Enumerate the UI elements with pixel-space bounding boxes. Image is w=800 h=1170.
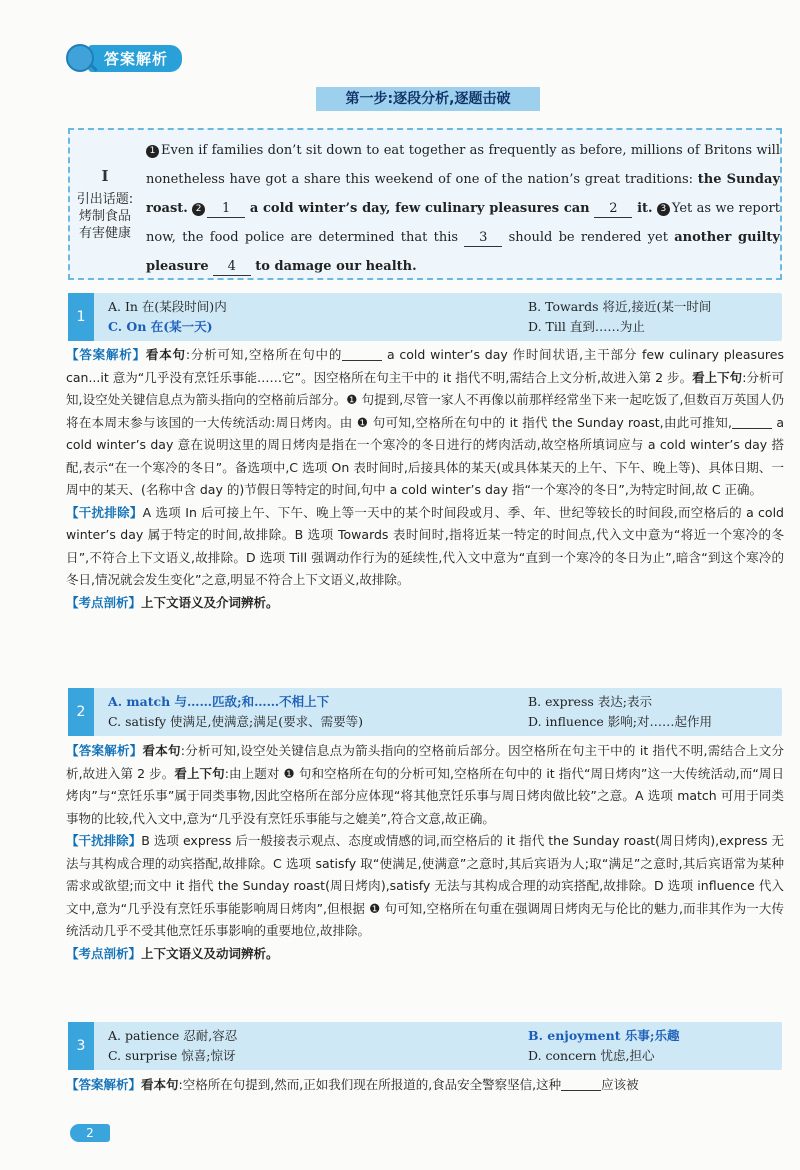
option-c: C. satisfy 使满足,使满意;满足(要求、需要等) bbox=[108, 714, 363, 729]
option-b: B. Towards 将近,接近(某一时间 bbox=[528, 299, 712, 314]
answer-analysis-tag: 【答案解析】 bbox=[66, 1077, 142, 1092]
sentence-3-bold: another guilty pleasure bbox=[146, 230, 780, 274]
sentence-3-end: . bbox=[412, 259, 417, 274]
option-d: D. influence 影响;对……起作用 bbox=[528, 714, 712, 729]
blank-4: 4 bbox=[213, 259, 251, 276]
sentence-number-2: 2 bbox=[192, 203, 205, 216]
question-number: 3 bbox=[68, 1022, 94, 1070]
distractor-tag: 【干扰排除】 bbox=[66, 833, 142, 848]
question-2-options bbox=[68, 688, 782, 736]
sentence-2-bold: a cold winter’s day, few culinary pleasures can bbox=[245, 201, 595, 216]
sentence-3: Yet as we report now, the food police are determined that this bbox=[146, 201, 781, 245]
question-3-options bbox=[68, 1022, 782, 1070]
sentence-number-3: 3 bbox=[657, 203, 670, 216]
question-number: 2 bbox=[68, 688, 94, 736]
passage-side-label bbox=[70, 130, 140, 278]
sentence-1: Even if families don’t sit down to eat together as frequently as before, millions of Britons will nonetheless have got a share this weekend of one of the nation’s great traditions: bbox=[146, 143, 780, 187]
section-title: 答案解析 bbox=[88, 45, 182, 72]
topic-label-2: 烤制食品 bbox=[78, 208, 131, 224]
topic-label-3: 有害健康 bbox=[78, 225, 131, 241]
question-1-analysis: 【答案解析】看本句:分析可知,空格所在句中的 a cold winter’s day 作时间状语,主干部分 few culinary pleasures can...it 意为“几乎没有烹饪乐事能……它”。因空格所在句主干中的 it 指代不明,需结合上文分析,故进入第 2 步。看上下句:分析可知,设空处关键信息点为箭头指向的空格前后部分。❶ 句提到,尽管一家人不再像以前那样经常坐下来一起吃饭了,但数百万英国人仍将在本周末参与该国的一大传统活动:周日烤肉。由 ❶ 句可知,空格所在句中的 it 指代 the Sunday roast,由此可推知, a cold winter’s day 意在说明这里的周日烤肉是指在一个寒冷的冬日进行的烤肉活动,故空格所填词应与 a cold winter’s day 搭配,表示“在一个寒冷的冬日”。备选项中,C 选项 On 表时间时,后接具体的某天(或具体某天的上午、下午、晚上等)、具体日期、一周中的某天、(名称中含 day 的)节假日等特定的时间,句中 a cold winter’s day 指“一个寒冷的冬日”,为特定时间,故 C 正确。 【干扰排除】A 选项 In 后可接上午、下午、晚上等一天中的某个时间段或月、季、年、世纪等较长的时间段,而空格后的 a cold winter’s day 属于特定的时间,故排除。B 选项 Towards 表时间时,指将近某一特定的时间点,代入文中意为“将近一个寒冷的冬日”,不符合上下文语义,故排除。D 选项 Till 强调动作行为的延续性,代入文中意为“直到一个寒冷的冬日为止”,暗含“到这个寒冷的冬日,情况就会发生变化”之意,明显不符合上下文语义,故排除。 【考点剖析】上下文语义及介词辨析。 bbox=[66, 347, 784, 610]
sentence-2-end: it. bbox=[632, 201, 653, 216]
question-number: 1 bbox=[68, 293, 94, 341]
section-header bbox=[66, 45, 182, 71]
option-a: A. patience 忍耐,容忍 bbox=[108, 1028, 238, 1043]
option-a: A. In 在(某段时间)内 bbox=[108, 299, 227, 314]
sentence-3-bold-2: to damage our health bbox=[250, 259, 413, 274]
magnifier-icon bbox=[66, 44, 94, 72]
paragraph-number: I bbox=[101, 166, 109, 185]
sentence-3-mid: should be rendered yet bbox=[502, 230, 675, 245]
step-title: 第一步:逐段分析,逐题击破 bbox=[316, 87, 540, 111]
question-2-analysis: 【答案解析】看本句:分析可知,设空处关键信息点为箭头指向的空格前后部分。因空格所在句主干中的 it 指代不明,需结合上文分析,故进入第 2 步。看上下句:由上题对 ❶ 句和空格所在句的分析可知,空格所在句中的 it 指代“周日烤肉”这一大传统活动,而“周日烤肉”与“烹饪乐事”属于同类事物,因此空格所在部分应体现“将其他烹饪乐事与周日烤肉做比较”之意。A 选项 match 可用于同类事物的比较,代入文中,意为“几乎没有烹饪乐事能与之媲美”,符合文意,故正确。 【干扰排除】B 选项 express 后一般接表示观点、态度或情感的词,而空格后的 it 指代 the Sunday roast(周日烤肉),express 无法与其构成合理的动宾搭配,故排除。C 选项 satisfy 取“使满足,使满意”之意时,其后宾语为人;取“满足”之意时,其后宾语常为某种需求或欲望;而文中 it 指代 the Sunday roast(周日烤肉),satisfy 无法与其构成合理的动宾搭配,故排除。D 选项 influence 代入文中,意为“几乎没有烹饪乐事能影响周日烤肉”,但根据 ❶ 句可知,空格所在句重在强调周日烤肉无与伦比的魅力,而非其作为一大传统活动几乎不受其他烹饪乐事影响的重要地位,故排除。 【考点剖析】上下文语义及动词辨析。 bbox=[66, 743, 784, 961]
sentence-number-1: 1 bbox=[146, 145, 159, 158]
option-a-correct: A. match 与……匹敌;和……不相上下 bbox=[108, 694, 330, 709]
distractor-tag: 【干扰排除】 bbox=[66, 504, 143, 520]
option-c-correct: C. On 在(某一天) bbox=[108, 319, 213, 334]
question-1-options bbox=[68, 293, 782, 341]
option-c: C. surprise 惊喜;惊讶 bbox=[108, 1048, 236, 1063]
sentence-1-bold: the Sunday roast. bbox=[146, 172, 781, 216]
answer-analysis-tag: 【答案解析】 bbox=[66, 347, 146, 362]
passage-box bbox=[68, 128, 782, 280]
blank-underline bbox=[732, 417, 772, 429]
blank-underline bbox=[561, 1079, 601, 1091]
key-point-tag: 【考点剖析】 bbox=[66, 594, 142, 610]
option-b-correct: B. enjoyment 乐事;乐趣 bbox=[528, 1028, 680, 1043]
question-3-analysis: 【答案解析】看本句:空格所在句提到,然而,正如我们现在所报道的,食品安全警察坚信,这种 应该被 bbox=[66, 1077, 639, 1092]
blank-underline bbox=[342, 349, 382, 361]
blank-3: 3 bbox=[464, 230, 502, 247]
topic-label-1: 引出话题: bbox=[76, 191, 134, 207]
passage-text bbox=[146, 136, 780, 281]
option-d: D. concern 忧虑,担心 bbox=[528, 1048, 655, 1063]
option-b: B. express 表达;表示 bbox=[528, 694, 652, 709]
key-point-tag: 【考点剖析】 bbox=[66, 945, 142, 961]
blank-2: 2 bbox=[594, 201, 632, 218]
option-d: D. Till 直到……为止 bbox=[528, 319, 645, 334]
page-number: 2 bbox=[70, 1124, 110, 1142]
blank-1: 1 bbox=[207, 201, 245, 218]
answer-analysis-tag: 【答案解析】 bbox=[66, 743, 143, 758]
